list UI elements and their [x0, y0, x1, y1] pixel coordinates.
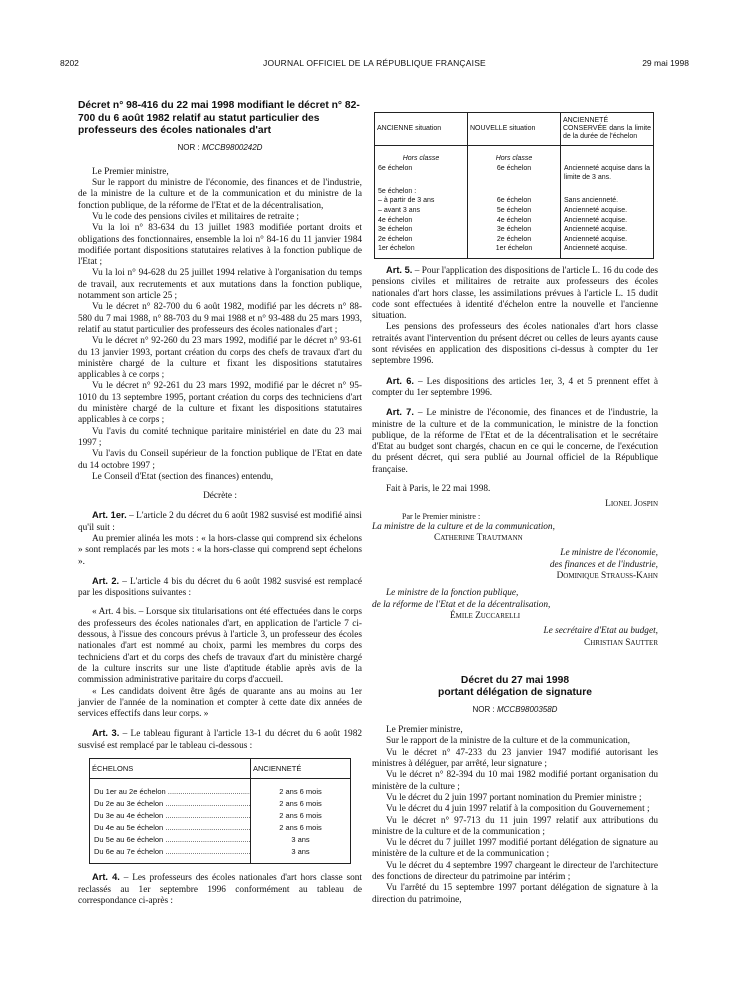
- table-row: 4e échelon 4e échelon Ancienneté acquise.: [375, 216, 654, 226]
- table-row: Hors classe Hors classe: [375, 146, 654, 164]
- visa: Vu la loi n° 83-634 du 13 juillet 1983 modifiée portant droits et obligations des fonctionnaires, ensemble la loi n° 84-16 du 11 janvier 1984 modifiée portant dispositions statutaires relatives à la fonction publique de l'Etat ;: [78, 223, 362, 268]
- by-pm: Par le Premier ministre :: [402, 511, 481, 521]
- visa: Vu le code des pensions civiles et militaires de retraite ;: [92, 211, 300, 222]
- table-row: 3e échelon 3e échelon Ancienneté acquise.: [375, 225, 654, 235]
- table-header: NOUVELLE situation: [468, 113, 561, 146]
- visa: Vu le décret n° 47-233 du 23 janvier 1947 modifié autorisant les ministres à déléguer, par arrêté, leur signature ;: [372, 747, 658, 770]
- visa: Vu le décret du 4 juin 1997 relatif à la composition du Gouvernement ;: [386, 804, 650, 815]
- signature-block: [372, 499, 658, 649]
- table-row: 2e échelon 2e échelon Ancienneté acquise.: [375, 235, 654, 245]
- table-header: ÉCHELONS: [90, 759, 251, 779]
- signatory-role: des finances et de l'industrie,: [549, 559, 658, 570]
- done-at: Fait à Paris, le 22 mai 1998.: [386, 483, 491, 494]
- visa: Vu l'arrêté du 15 septembre 1997 portant délégation de signature à la direction du patrimoine,: [372, 883, 658, 905]
- article-6: Art. 6. – Les dispositions des articles 1er, 3, 4 et 5 prennent effet à compter du 1er septembre 1996.: [372, 375, 659, 398]
- signatory-role: de la réforme de l'Etat et de la décentralisation,: [372, 599, 551, 610]
- nor-code: MCCB9800242D: [201, 142, 263, 152]
- visa: Vu l'avis du Conseil supérieur de la fonction publique de l'Etat en date du 14 octobre 1997 ;: [78, 449, 362, 471]
- article-1-para: Au premier alinéa les mots : « la hors-classe qui comprend six échelons » sont remplacés par les mots : « la hors-classe qui comprend sept échelons ».: [78, 534, 362, 567]
- table-row: Du 6e au 7e échelon ..... 3 ans: [90, 846, 351, 864]
- signatory-name: Catherine Trautmann: [434, 533, 523, 544]
- article-5: Art. 5. – Pour l'application des dispositions de l'article L. 16 du code des pensions civiles et militaires de retraite aux professeurs des écoles nationales d'art hors classe, les assimilations prévues à l'article L. 15 dudit code sont effectuées à identité d'échelon entre la nouvelle et l'ancienne situation.: [372, 264, 658, 322]
- signatory-role: La ministre de la culture et de la communication,: [372, 521, 555, 532]
- decree-2-heading: [372, 675, 658, 715]
- visa: Sur le rapport du ministre de l'économie, des finances et de l'industrie, de la ministre de la culture et de la communication et du ministre de la fonction publique, de la réforme de l'Etat et de la décentralisation,: [78, 178, 362, 211]
- visa: Sur le rapport de la ministre de la culture et de la communication,: [386, 736, 630, 747]
- table-row: Du 3e au 4e échelon ..... 2 ans 6 mois: [90, 810, 351, 822]
- signatory-role: Le secrétaire d'Etat au budget,: [543, 626, 658, 637]
- table-header: ANCIENNETÉ CONSERVÉE dans la limite de la durée de l'échelon: [561, 113, 654, 146]
- intro: Le Premier ministre,: [386, 725, 463, 736]
- visa: Vu le décret n° 82-700 du 6 août 1982, modifié par les décrets n° 88-580 du 7 mai 1988, n° 88-703 du 9 mai 1988 et n° 93-488 du 25 mars 1993, relatif au statut particulier des professeurs des écoles nationales d'art ;: [78, 302, 362, 335]
- table-header: ANCIENNE situation: [375, 113, 468, 146]
- visa: Vu le décret du 7 juillet 1997 modifié portant délégation de signature au ministère de la culture et de la communication ;: [372, 838, 658, 860]
- visa: Vu l'avis du comité technique paritaire ministériel en date du 23 mai 1997 ;: [78, 426, 362, 448]
- visa: Le Conseil d'Etat (section des finances) entendu,: [92, 471, 274, 482]
- table-header: ANCIENNETÉ: [251, 759, 351, 779]
- journal-title: JOURNAL OFFICIEL DE LA RÉPUBLIQUE FRANÇAISE: [263, 58, 486, 68]
- nor-code: MCCB9800358D: [496, 704, 558, 714]
- page-header: [60, 58, 689, 72]
- correspondence-table: [374, 112, 654, 259]
- table-row: 5e échelon :: [375, 183, 654, 197]
- article-2: Art. 2. – L'article 4 bis du décret du 6 août 1982 susvisé est remplacé par les dispositions suivantes :: [78, 575, 362, 599]
- article-2-para: « Les candidats doivent être âgés de quarante ans au moins au 1er janvier de l'année de la nomination et compter à cette date dix années de services effectifs dans leur corps. »: [78, 686, 362, 720]
- signature-pm: Lionel Jospin: [605, 499, 658, 510]
- nor-reference: NOR : MCCB9800242D: [177, 142, 263, 152]
- table-row: – avant 3 ans 5e échelon Ancienneté acquise.: [375, 206, 654, 216]
- echelon-table: [89, 758, 351, 864]
- article-2-para: « Art. 4 bis. – Lorsque six titularisations ont été effectuées dans le corps des professeurs des écoles nationales d'art, en application de l'article 7 ci-dessous, à l'issue des concours prévus à l'article 3, un professeur des écoles nationales d'art est nommé au choix, parmi les membres du corps des techniciens d'art et du corps des chefs de travaux d'art du ministère chargé de la culture inscrits sur une liste d'aptitude établie après avis de la commission administrative paritaire du corps d'accueil.: [78, 607, 362, 686]
- table-row: Du 1er au 2e échelon ..... 2 ans 6 mois: [90, 779, 351, 799]
- signatory-name: Dominique Strauss-Kahn: [556, 571, 658, 582]
- decree-title: Décret du 27 mai 1998: [460, 674, 570, 686]
- table-row: 1er échelon 1er échelon Ancienneté acquise.: [375, 244, 654, 258]
- issue-date: 29 mai 1998: [642, 58, 689, 68]
- decree-subtitle: portant délégation de signature: [438, 687, 592, 699]
- decree-title: Décret n° 98-416 du 22 mai 1998 modifiant le décret n° 82-700 du 6 août 1982 relatif au statut particulier des professeurs des écoles nationales d'art: [78, 100, 360, 136]
- nor-reference: NOR : MCCB9800358D: [472, 704, 558, 714]
- visa: Vu le décret du 2 juin 1997 portant nomination du Premier ministre ;: [386, 792, 642, 803]
- article-5-para: Les pensions des professeurs des écoles nationales d'art hors classe retraités avant l'intervention du présent décret ou celles de leurs ayants cause sont révisées en application des dispositions ci-dessus à compter du 1er septembre 1996.: [372, 322, 658, 367]
- article-3: Art. 3. – Le tableau figurant à l'article 13-1 du décret du 6 août 1982 susvisé est remplacé par le tableau ci-dessous :: [78, 728, 362, 751]
- intro: Le Premier ministre,: [92, 166, 169, 177]
- visa: Vu le décret n° 92-261 du 23 mars 1992, modifié par le décret n° 95-1010 du 13 septembre 1995, portant création du corps des techniciens d'art du ministère chargé de la culture et fixant les dispositions statutaires applicables à ce corps ;: [78, 381, 362, 426]
- article-4: Art. 4. – Les professeurs des écoles nationales d'art hors classe sont reclassés au 1er septembre 1996 conformément au tableau de correspondance ci-après :: [78, 872, 362, 906]
- table-row: Du 4e au 5e échelon ..... 2 ans 6 mois: [90, 822, 351, 834]
- page-number: 8202: [60, 58, 79, 68]
- signatory-role: Le ministre de la fonction publique,: [386, 588, 519, 599]
- left-column: [78, 100, 362, 907]
- visa: Vu le décret du 4 septembre 1997 chargeant le directeur de l'architecture des fonctions de directeur du patrimoine par intérim ;: [372, 860, 658, 882]
- signatory-name: Christian Sautter: [584, 637, 658, 648]
- article-1: Art. 1er. – L'article 2 du décret du 6 août 1982 susvisé est modifié ainsi qu'il suit :: [78, 510, 362, 533]
- table-row: Du 2e au 3e échelon ..... 2 ans 6 mois: [90, 798, 351, 810]
- signatory-role: Le ministre de l'économie,: [560, 548, 658, 559]
- signatory-name: Émile Zuccarelli: [450, 610, 521, 621]
- visa: Vu le décret n° 97-713 du 11 juin 1997 relatif aux attributions du ministre de la culture et de la communication ;: [372, 815, 658, 837]
- article-7: Art. 7. – Le ministre de l'économie, des finances et de l'industrie, la ministre de la culture et de la communication, le ministre de la fonction publique, de la réforme de l'Etat et de la décentralisation et le secrétaire d'Etat au budget sont chargés, chacun en ce qui le concerne, de l'exécution du présent décret, qui sera publié au Journal officiel de la République française.: [372, 407, 658, 475]
- table-row: – à partir de 3 ans 6e échelon Sans ancienneté.: [375, 196, 654, 206]
- table-row: 6e échelon 6e échelon Ancienneté acquise dans la limite de 3 ans.: [375, 164, 654, 183]
- table-row: Du 5e au 6e échelon ..... 3 ans: [90, 834, 351, 846]
- visa: Vu le décret n° 82-394 du 10 mai 1982 modifié portant organisation du ministère de la culture ;: [372, 770, 658, 792]
- decrete: Décrète :: [203, 491, 237, 502]
- visa: Vu la loi n° 94-628 du 25 juillet 1994 relative à l'organisation du temps de travail, aux recrutements et aux mutations dans la fonction publique, notamment son article 25 ;: [78, 268, 362, 302]
- visa: Vu le décret n° 92-260 du 23 mars 1992, modifié par le décret n° 93-61 du 13 janvier 1993, portant création du corps des chefs de travaux d'art du ministère chargé de la culture et fixant les dispositions statutaires applicables à ce corps ;: [78, 336, 362, 381]
- right-column: [372, 112, 658, 906]
